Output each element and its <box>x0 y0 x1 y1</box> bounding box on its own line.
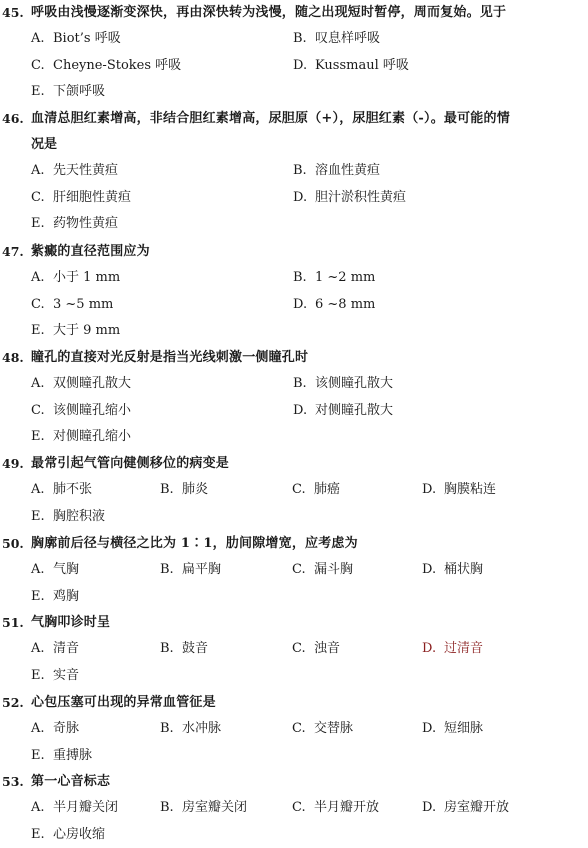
question-text: 胸廓前后径与横径之比为 1∶1，肋间隙增宽，应考虑为 <box>31 531 358 557</box>
option-text: 大于 9 mm <box>53 323 120 338</box>
option-b[interactable] <box>293 265 375 292</box>
question-53 <box>0 769 588 848</box>
option-text: 过清音 <box>444 641 483 656</box>
option-text: 交替脉 <box>314 721 353 736</box>
option-text: 溶血性黄疸 <box>315 163 380 178</box>
option-list <box>0 371 588 451</box>
question-stem <box>0 690 588 716</box>
question-50 <box>0 531 588 610</box>
question-text-continued: 况是 <box>0 132 588 158</box>
option-list <box>0 716 588 769</box>
option-a[interactable] <box>31 26 121 53</box>
option-letter: C. <box>31 185 53 212</box>
option-text: Kussmaul 呼吸 <box>315 58 409 73</box>
option-text: 房室瓣开放 <box>444 800 509 815</box>
option-d[interactable] <box>293 398 393 425</box>
option-d[interactable] <box>293 292 375 319</box>
option-letter: A. <box>31 795 53 822</box>
option-letter: E. <box>31 424 53 451</box>
option-text: 半月瓣开放 <box>314 800 379 815</box>
option-letter: B. <box>160 795 182 822</box>
option-a[interactable] <box>31 158 118 185</box>
option-e[interactable] <box>31 663 79 690</box>
option-a[interactable] <box>31 265 120 292</box>
option-e[interactable] <box>31 318 120 345</box>
option-list <box>0 158 588 238</box>
option-d[interactable] <box>422 716 483 743</box>
option-letter: D. <box>422 716 444 743</box>
option-text: 对侧瞳孔散大 <box>315 403 393 418</box>
option-letter: A. <box>31 265 53 292</box>
option-e[interactable] <box>31 504 105 531</box>
option-c[interactable] <box>31 53 181 80</box>
option-b[interactable] <box>160 716 221 743</box>
option-text: 先天性黄疸 <box>53 163 118 178</box>
question-text: 最常引起气管向健侧移位的病变是 <box>31 451 229 477</box>
option-text: 肺癌 <box>314 482 340 497</box>
option-text: 扁平胸 <box>182 562 221 577</box>
question-stem <box>0 0 588 26</box>
option-letter: A. <box>31 636 53 663</box>
option-letter: C. <box>31 53 53 80</box>
option-letter: B. <box>293 26 315 53</box>
option-letter: D. <box>422 557 444 584</box>
option-text: 肺不张 <box>53 482 92 497</box>
option-d[interactable] <box>422 477 496 504</box>
option-b[interactable] <box>160 636 208 663</box>
option-letter: B. <box>160 716 182 743</box>
question-stem <box>0 610 588 636</box>
option-text: 清音 <box>53 641 79 656</box>
option-e[interactable] <box>31 424 131 451</box>
option-text: 实音 <box>53 668 79 683</box>
option-text: 对侧瞳孔缩小 <box>53 429 131 444</box>
option-text: 3 ~5 mm <box>53 297 113 312</box>
option-list <box>0 636 588 689</box>
option-letter: E. <box>31 504 53 531</box>
option-e[interactable] <box>31 822 105 848</box>
option-text: 小于 1 mm <box>53 270 120 285</box>
option-c[interactable] <box>292 795 379 822</box>
option-text: 重搏脉 <box>53 748 92 763</box>
question-stem <box>0 239 588 265</box>
option-letter: C. <box>292 716 314 743</box>
option-letter: A. <box>31 557 53 584</box>
question-52 <box>0 690 588 769</box>
option-text: 水冲脉 <box>182 721 221 736</box>
option-text: 胆汁淤积性黄疸 <box>315 190 406 205</box>
question-number: 52. <box>2 690 24 716</box>
question-number: 53. <box>2 769 24 795</box>
option-text: 奇脉 <box>53 721 79 736</box>
question-text: 瞳孔的直接对光反射是指当光线刺激一侧瞳孔时 <box>31 345 308 371</box>
option-c[interactable] <box>31 398 131 425</box>
option-c[interactable] <box>292 477 340 504</box>
option-letter: E. <box>31 822 53 848</box>
option-a[interactable] <box>31 636 79 663</box>
option-text: 鼓音 <box>182 641 208 656</box>
question-number: 49. <box>2 451 24 477</box>
question-text: 血清总胆红素增高，非结合胆红素增高，尿胆原（+），尿胆红素（-）。最可能的情 <box>31 106 510 132</box>
option-text: 该侧瞳孔缩小 <box>53 403 131 418</box>
option-e[interactable] <box>31 584 79 611</box>
option-text: 短细脉 <box>444 721 483 736</box>
question-number: 48. <box>2 345 24 371</box>
question-47 <box>0 239 588 345</box>
option-letter: A. <box>31 477 53 504</box>
question-stem <box>0 531 588 557</box>
option-letter: D. <box>293 292 315 319</box>
option-letter: E. <box>31 584 53 611</box>
option-text: 心房收缩 <box>53 827 105 842</box>
option-letter: B. <box>160 557 182 584</box>
question-stem <box>0 769 588 795</box>
option-letter: C. <box>31 398 53 425</box>
option-c[interactable] <box>31 292 113 319</box>
option-letter: D. <box>422 636 444 663</box>
option-list <box>0 557 588 610</box>
option-text: 浊音 <box>314 641 340 656</box>
option-c[interactable] <box>31 185 131 212</box>
option-letter: C. <box>31 292 53 319</box>
option-letter: D. <box>293 185 315 212</box>
option-letter: B. <box>293 158 315 185</box>
option-letter: D. <box>422 795 444 822</box>
option-text: 下颌呼吸 <box>53 84 105 99</box>
question-stem <box>0 451 588 477</box>
option-text: 胸膜粘连 <box>444 482 496 497</box>
option-c[interactable] <box>292 557 353 584</box>
option-text: 桶状胸 <box>444 562 483 577</box>
option-text: 6 ~8 mm <box>315 297 375 312</box>
question-number: 50. <box>2 531 24 557</box>
option-letter: D. <box>422 477 444 504</box>
question-49 <box>0 451 588 530</box>
option-list <box>0 26 588 106</box>
option-letter: A. <box>31 371 53 398</box>
option-e[interactable] <box>31 211 118 238</box>
option-text: 叹息样呼吸 <box>315 31 380 46</box>
question-text: 第一心音标志 <box>31 769 110 795</box>
option-letter: A. <box>31 26 53 53</box>
option-letter: C. <box>292 557 314 584</box>
option-text: 该侧瞳孔散大 <box>315 376 393 391</box>
question-number: 45. <box>2 0 24 26</box>
question-number: 51. <box>2 610 24 636</box>
question-48 <box>0 345 588 451</box>
option-letter: B. <box>293 371 315 398</box>
option-list <box>0 795 588 848</box>
option-b[interactable] <box>293 371 393 398</box>
option-letter: E. <box>31 79 53 106</box>
option-list <box>0 265 588 345</box>
option-b[interactable] <box>160 795 247 822</box>
option-letter: E. <box>31 211 53 238</box>
option-text: 鸡胸 <box>53 589 79 604</box>
question-stem <box>0 345 588 371</box>
option-a[interactable] <box>31 716 79 743</box>
option-d[interactable] <box>293 53 409 80</box>
option-letter: A. <box>31 716 53 743</box>
question-text: 紫癜的直径范围应为 <box>31 239 150 265</box>
option-letter: B. <box>160 477 182 504</box>
question-number: 47. <box>2 239 24 265</box>
question-45 <box>0 0 588 106</box>
option-letter: B. <box>160 636 182 663</box>
option-letter: E. <box>31 743 53 770</box>
option-text: 漏斗胸 <box>314 562 353 577</box>
option-letter: A. <box>31 158 53 185</box>
option-d[interactable] <box>422 795 509 822</box>
option-letter: B. <box>293 265 315 292</box>
question-text: 心包压塞可出现的异常血管征是 <box>31 690 216 716</box>
option-letter: C. <box>292 477 314 504</box>
question-text: 气胸叩诊时呈 <box>31 610 110 636</box>
option-b[interactable] <box>293 158 380 185</box>
option-letter: C. <box>292 636 314 663</box>
option-letter: D. <box>293 398 315 425</box>
option-e[interactable] <box>31 743 92 770</box>
option-text: 房室瓣关闭 <box>182 800 247 815</box>
option-text: Biot’s 呼吸 <box>53 31 121 46</box>
question-51 <box>0 610 588 689</box>
question-number: 46. <box>2 106 24 132</box>
option-letter: C. <box>292 795 314 822</box>
option-text: 半月瓣关闭 <box>53 800 118 815</box>
option-b[interactable] <box>160 557 221 584</box>
question-stem <box>0 106 588 132</box>
option-text: 双侧瞳孔散大 <box>53 376 131 391</box>
option-text: 1 ~2 mm <box>315 270 375 285</box>
option-letter: D. <box>293 53 315 80</box>
option-letter: E. <box>31 318 53 345</box>
option-text: 药物性黄疸 <box>53 216 118 231</box>
option-a[interactable] <box>31 371 131 398</box>
question-text: 呼吸由浅慢逐渐变深快，再由深快转为浅慢，随之出现短时暂停，周而复始。见于 <box>31 0 506 26</box>
option-text: 肝细胞性黄疸 <box>53 190 131 205</box>
option-text: 气胸 <box>53 562 79 577</box>
option-d[interactable] <box>422 557 483 584</box>
option-e[interactable] <box>31 79 105 106</box>
question-46 <box>0 106 588 238</box>
option-c[interactable] <box>292 716 353 743</box>
option-a[interactable] <box>31 557 79 584</box>
option-c[interactable] <box>292 636 340 663</box>
option-text: 肺炎 <box>182 482 208 497</box>
option-letter: E. <box>31 663 53 690</box>
option-a[interactable] <box>31 477 92 504</box>
option-b[interactable] <box>293 26 380 53</box>
option-text: Cheyne-Stokes 呼吸 <box>53 58 181 73</box>
option-a[interactable] <box>31 795 118 822</box>
option-d[interactable] <box>293 185 406 212</box>
option-text: 胸腔积液 <box>53 509 105 524</box>
option-b[interactable] <box>160 477 208 504</box>
option-list <box>0 477 588 530</box>
option-d[interactable] <box>422 636 483 663</box>
